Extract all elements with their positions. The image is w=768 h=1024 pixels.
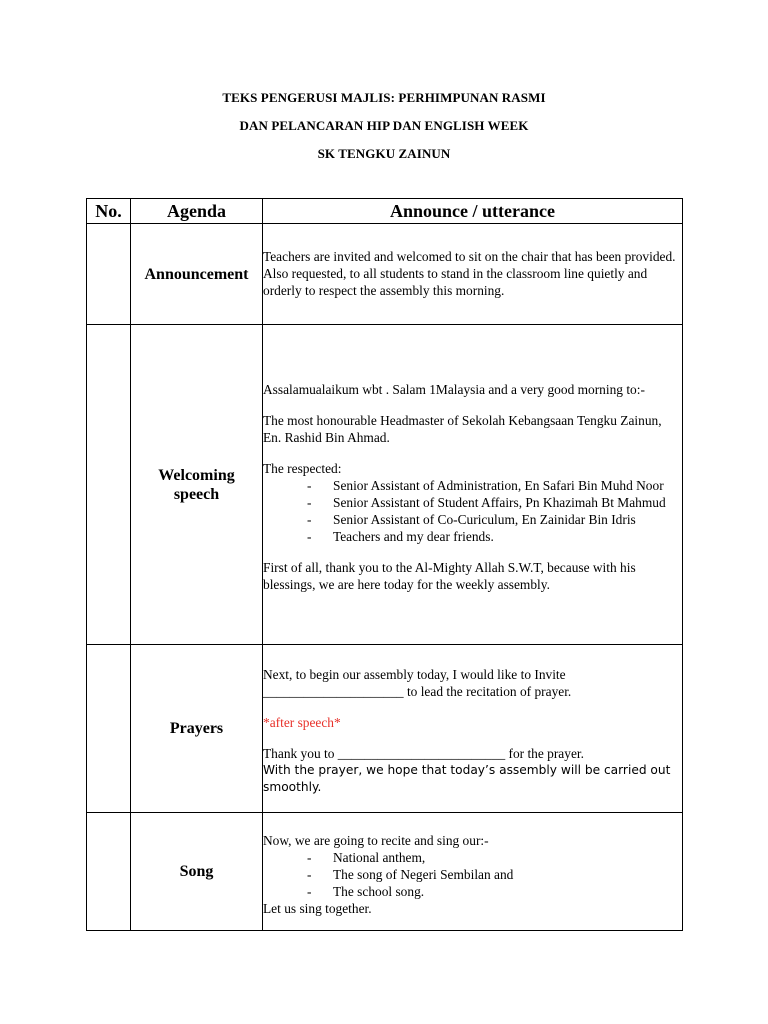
list-item: - Senior Assistant of Co-Curiculum, En Zainidar Bin Idris xyxy=(307,512,636,527)
row-number-cell xyxy=(87,645,131,813)
announcement-text: Teachers are invited and welcomed to sit on the chair that has been provided. Also requested, to all students to stand in the classroom line quietly and orderly to respect the assembly this morning. xyxy=(263,248,676,298)
list-item: - National anthem, xyxy=(307,849,426,865)
header-no: No. xyxy=(87,199,131,224)
list-item: - Teachers and my dear friends. xyxy=(307,529,494,544)
prayer-invite-text: Next, to begin our assembly today, I would like to Invite _____________________ to lead the recitation of prayer. xyxy=(263,667,572,699)
respected-text: The respected: xyxy=(263,461,342,476)
headmaster-text: The most honourable Headmaster of Sekolah Kebangsaan Tengku Zainun, En. Rashid Bin Ahmad. xyxy=(263,413,662,445)
table-row xyxy=(87,224,683,325)
table-row xyxy=(87,325,683,645)
table-row xyxy=(87,813,683,931)
agenda-announcement: Announcement xyxy=(131,224,263,325)
header-announce: Announce / utterance xyxy=(263,199,683,224)
list-item: - The school song. xyxy=(307,883,425,899)
agenda-prayers: Prayers xyxy=(131,645,263,813)
row-number-cell xyxy=(87,813,131,931)
greeting-text: Assalamualaikum wbt . Salam 1Malaysia and a very good morning to:- xyxy=(263,382,645,397)
list-item: - Senior Assistant of Administration, En Safari Bin Muhd Noor xyxy=(307,478,664,493)
document-title-line-2: DAN PELANCARAN HIP DAN ENGLISH WEEK xyxy=(239,118,529,133)
announce-cell xyxy=(263,813,683,931)
agenda-welcoming-line1: Welcoming xyxy=(158,466,235,484)
agenda-table xyxy=(86,198,683,931)
document-title-line-1: TEKS PENGERUSI MAJLIS: PERHIMPUNAN RASMI xyxy=(222,90,546,105)
list-item: - Senior Assistant of Student Affairs, Pn Khazimah Bt Mahmud xyxy=(307,495,666,510)
row-number-cell xyxy=(87,325,131,645)
prayer-thanks-text: Thank you to _________________________ for the prayer. xyxy=(263,746,584,761)
table-header-row xyxy=(87,199,683,224)
closing-text: First of all, thank you to the Al-Mighty Allah S.W.T, because with his blessings, we are here today for the weekly assembly. xyxy=(263,560,636,592)
prayer-hope-text: With the prayer, we hope that today’s assembly will be carried out smoothly. xyxy=(263,763,671,794)
song-intro-text: Now, we are going to recite and sing our:- xyxy=(263,832,489,848)
song-outro-text: Let us sing together. xyxy=(263,900,372,916)
agenda-welcoming xyxy=(131,325,263,645)
row-number-cell xyxy=(87,224,131,325)
header-agenda: Agenda xyxy=(131,199,263,224)
announce-cell xyxy=(263,645,683,813)
list-item: - The song of Negeri Sembilan and xyxy=(307,866,514,882)
announce-cell xyxy=(263,325,683,645)
announce-cell xyxy=(263,224,683,325)
agenda-welcoming-line2: speech xyxy=(173,485,220,503)
agenda-song: Song xyxy=(131,813,263,931)
table-row xyxy=(87,645,683,813)
document-title-line-3: SK TENGKU ZAINUN xyxy=(317,146,451,161)
after-speech-note: *after speech* xyxy=(263,715,341,730)
